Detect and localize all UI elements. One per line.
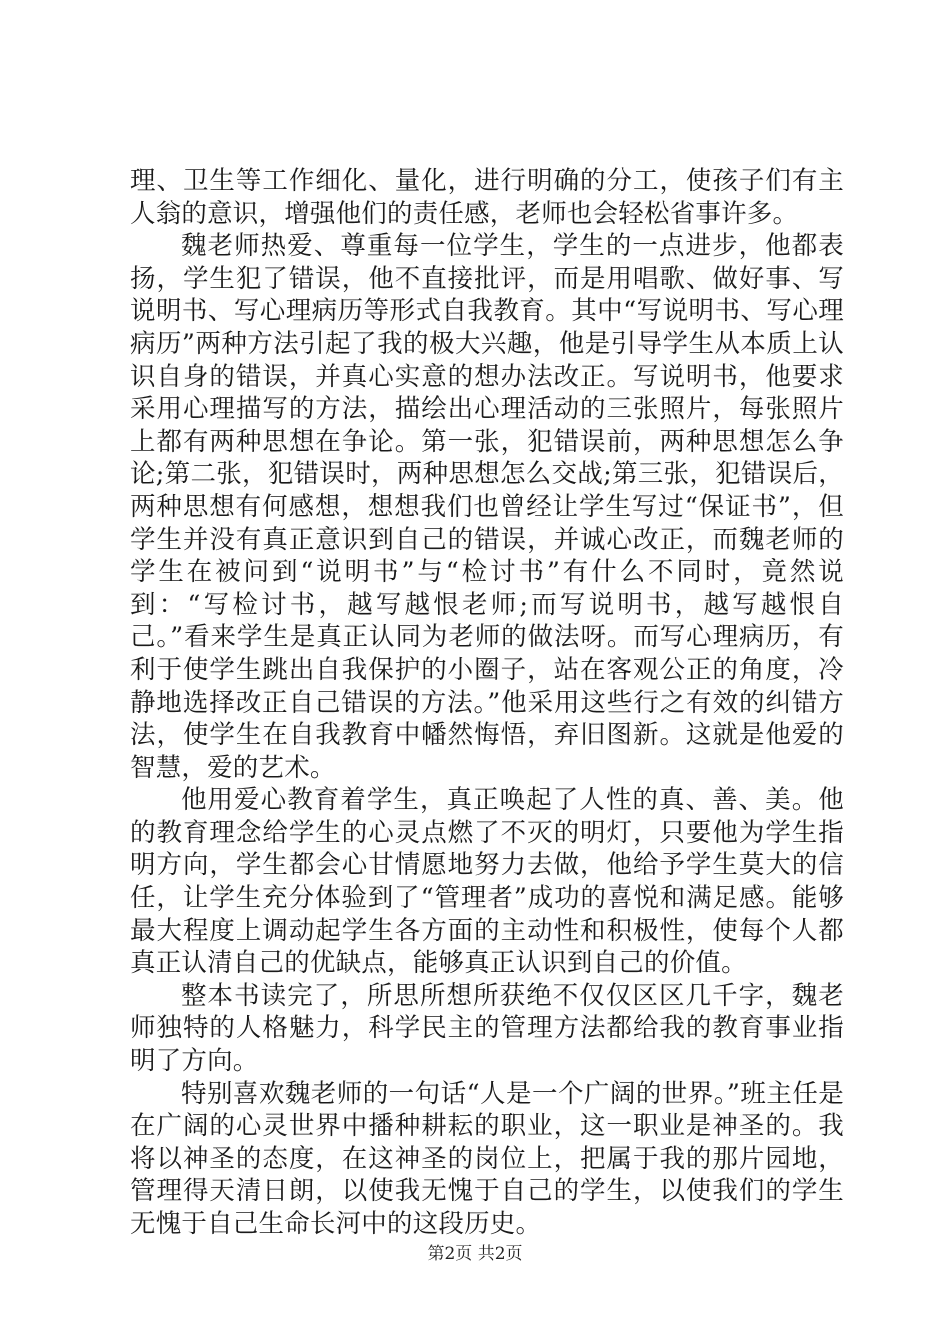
- paragraph: 整本书读完了，所思所想所获绝不仅仅区区几千字，魏老师独特的人格魅力，科学民主的管理方法都给我的教育事业指明了方向。: [130, 980, 844, 1077]
- page-number-footer: 第2页 共2页: [427, 1244, 523, 1264]
- paragraph: 魏老师热爱、尊重每一位学生，学生的一点进步，他都表扬，学生犯了错误，他不直接批评，而是用唱歌、做好事、写说明书、写心理病历等形式自我教育。其中“写说明书、写心理病历”两种方法引起了我的极大兴趣，他是引导学生从本质上认识自身的错误，并真心实意的想办法改正。写说明书，他要求采用心理描写的方法，描绘出心理活动的三张照片，每张照片上都有两种思想在争论。第一张，犯错误前，两种思想怎么争论;第二张，犯错误时，两种思想怎么交战;第三张，犯错误后，两种思想有何感想，想想我们也曾经让学生写过“保证书”，但学生并没有真正意识到自己的错误，并诚心改正，而魏老师的学生在被问到“说明书”与“检讨书”有什么不同时，竟然说到：“写检讨书，越写越恨老师;而写说明书，越写越恨自己。”看来学生是真正认同为老师的做法呀。而写心理病历，有利于使学生跳出自我保护的小圈子，站在客观公正的角度，冷静地选择改正自己错误的方法。”他采用这些行之有效的纠错方法，使学生在自我教育中幡然悔悟，弃旧图新。这就是他爱的智慧，爱的艺术。: [130, 231, 844, 783]
- paragraph: 他用爱心教育着学生，真正唤起了人性的真、善、美。他的教育理念给学生的心灵点燃了不灭的明灯，只要他为学生指明方向，学生都会心甘情愿地努力去做，他给予学生莫大的信任，让学生充分体验到了“管理者”成功的喜悦和满足感。能够最大程度上调动起学生各方面的主动性和积极性，使每个人都真正认清自己的优缺点，能够真正认识到自己的价值。: [130, 785, 844, 979]
- paragraph: 理、卫生等工作细化、量化，进行明确的分工，使孩子们有主人翁的意识，增强他们的责任感，老师也会轻松省事许多。: [130, 166, 844, 229]
- document-body: [130, 165, 844, 1241]
- paragraph: 特别喜欢魏老师的一句话“人是一个广阔的世界。”班主任是在广阔的心灵世界中播种耕耘的职业，这一职业是神圣的。我将以神圣的态度，在这神圣的岗位上，把属于我的那片园地，管理得天清日朗，以使我无愧于自己的学生，以使我们的学生无愧于自己生命长河中的这段历史。: [130, 1078, 844, 1239]
